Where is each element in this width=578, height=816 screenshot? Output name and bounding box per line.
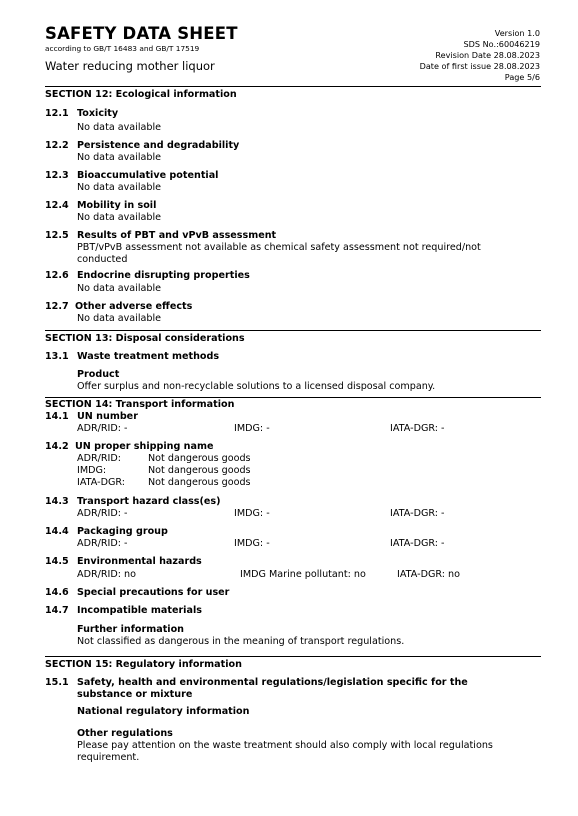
item-15-1-title-line2: substance or mixture xyxy=(77,689,193,700)
item-12-2-text: No data available xyxy=(77,152,162,163)
product-name: Water reducing mother liquor xyxy=(45,59,215,73)
other-regulations-label: Other regulations xyxy=(77,728,173,739)
section-12-divider xyxy=(45,330,541,331)
env-hazard-imdg: IMDG Marine pollutant: no xyxy=(240,569,366,580)
un-number-adr: ADR/RID: - xyxy=(77,423,128,434)
item-12-1-title: Toxicity xyxy=(77,108,119,119)
item-12-7-text: No data available xyxy=(77,313,162,324)
shipping-name-adr-label: ADR/RID: xyxy=(77,453,121,464)
item-14-5-number: 14.5 xyxy=(45,556,69,567)
item-13-1-number: 13.1 xyxy=(45,351,69,362)
env-hazard-iata: IATA-DGR: no xyxy=(397,569,460,580)
hazard-class-iata: IATA-DGR: - xyxy=(390,508,445,519)
item-12-5-title: Results of PBT and vPvB assessment xyxy=(77,230,277,241)
item-14-1-number: 14.1 xyxy=(45,411,69,422)
shipping-name-imdg-label: IMDG: xyxy=(77,465,107,476)
standard-reference: according to GB/T 16483 and GB/T 17519 xyxy=(45,44,200,53)
section-14-divider xyxy=(45,656,541,657)
shipping-name-iata-label: IATA-DGR: xyxy=(77,477,126,488)
item-14-1-title: UN number xyxy=(77,411,138,422)
item-14-4-title: Packaging group xyxy=(77,526,168,537)
item-14-2-number: 14.2 xyxy=(45,441,69,452)
item-14-4-number: 14.4 xyxy=(45,526,69,537)
item-15-1-number: 15.1 xyxy=(45,677,69,688)
item-12-6-title: Endocrine disrupting properties xyxy=(77,270,250,281)
item-14-7-number: 14.7 xyxy=(45,605,69,616)
document-title: SAFETY DATA SHEET xyxy=(45,24,238,43)
product-label: Product xyxy=(77,369,120,380)
hazard-class-adr: ADR/RID: - xyxy=(77,508,128,519)
shipping-name-imdg-value: Not dangerous goods xyxy=(148,465,251,476)
item-14-6-title: Special precautions for user xyxy=(77,587,230,598)
other-regulations-text-line2: requirement. xyxy=(77,752,140,763)
shipping-name-iata-value: Not dangerous goods xyxy=(148,477,251,488)
header-divider xyxy=(45,86,541,87)
item-12-2-number: 12.2 xyxy=(45,140,69,151)
item-12-3-text: No data available xyxy=(77,182,162,193)
shipping-name-adr-value: Not dangerous goods xyxy=(148,453,251,464)
item-12-1-text: No data available xyxy=(77,122,162,133)
page-number: Page 5/6 xyxy=(504,72,540,82)
item-14-6-number: 14.6 xyxy=(45,587,69,598)
item-14-2-title: UN proper shipping name xyxy=(75,441,214,452)
first-issue-date: Date of first issue 28.08.2023 xyxy=(419,61,540,71)
item-12-4-title: Mobility in soil xyxy=(77,200,157,211)
item-14-7-title: Incompatible materials xyxy=(77,605,202,616)
item-14-3-title: Transport hazard class(es) xyxy=(77,496,221,507)
item-12-1-number: 12.1 xyxy=(45,108,69,119)
section-13-divider xyxy=(45,397,541,398)
item-14-5-title: Environmental hazards xyxy=(77,556,202,567)
item-12-7-number: 12.7 xyxy=(45,301,69,312)
item-12-5-text-line1: PBT/vPvB assessment not available as chemical safety assessment not required/not xyxy=(77,242,481,253)
item-15-1-title-line1: Safety, health and environmental regulations/legislation specific for the xyxy=(77,677,468,688)
packaging-group-iata: IATA-DGR: - xyxy=(390,538,445,549)
version: Version 1.0 xyxy=(494,28,540,38)
item-14-3-number: 14.3 xyxy=(45,496,69,507)
item-12-4-number: 12.4 xyxy=(45,200,69,211)
national-regulatory-label: National regulatory information xyxy=(77,706,250,717)
un-number-iata: IATA-DGR: - xyxy=(390,423,445,434)
item-12-5-number: 12.5 xyxy=(45,230,69,241)
sds-number: SDS No.:60046219 xyxy=(463,39,540,49)
revision-date: Revision Date 28.08.2023 xyxy=(435,50,540,60)
packaging-group-adr: ADR/RID: - xyxy=(77,538,128,549)
disposal-text: Offer surplus and non-recyclable solutions to a licensed disposal company. xyxy=(77,381,436,392)
env-hazard-adr: ADR/RID: no xyxy=(77,569,136,580)
item-12-2-title: Persistence and degradability xyxy=(77,140,240,151)
section-15-heading: SECTION 15: Regulatory information xyxy=(45,659,242,670)
item-12-4-text: No data available xyxy=(77,212,162,223)
other-regulations-text-line1: Please pay attention on the waste treatment should also comply with local regulations xyxy=(77,740,493,751)
item-12-3-title: Bioaccumulative potential xyxy=(77,170,219,181)
item-12-6-number: 12.6 xyxy=(45,270,69,281)
un-number-imdg: IMDG: - xyxy=(234,423,270,434)
item-13-1-title: Waste treatment methods xyxy=(77,351,220,362)
further-info-text: Not classified as dangerous in the meaning of transport regulations. xyxy=(77,636,405,647)
section-14-heading: SECTION 14: Transport information xyxy=(45,399,235,410)
section-13-heading: SECTION 13: Disposal considerations xyxy=(45,333,245,344)
item-12-7-title: Other adverse effects xyxy=(75,301,193,312)
further-info-label: Further information xyxy=(77,624,185,635)
packaging-group-imdg: IMDG: - xyxy=(234,538,270,549)
hazard-class-imdg: IMDG: - xyxy=(234,508,270,519)
section-12-heading: SECTION 12: Ecological information xyxy=(45,89,237,100)
item-12-5-text-line2: conducted xyxy=(77,254,128,265)
item-12-6-text: No data available xyxy=(77,283,162,294)
item-12-3-number: 12.3 xyxy=(45,170,69,181)
